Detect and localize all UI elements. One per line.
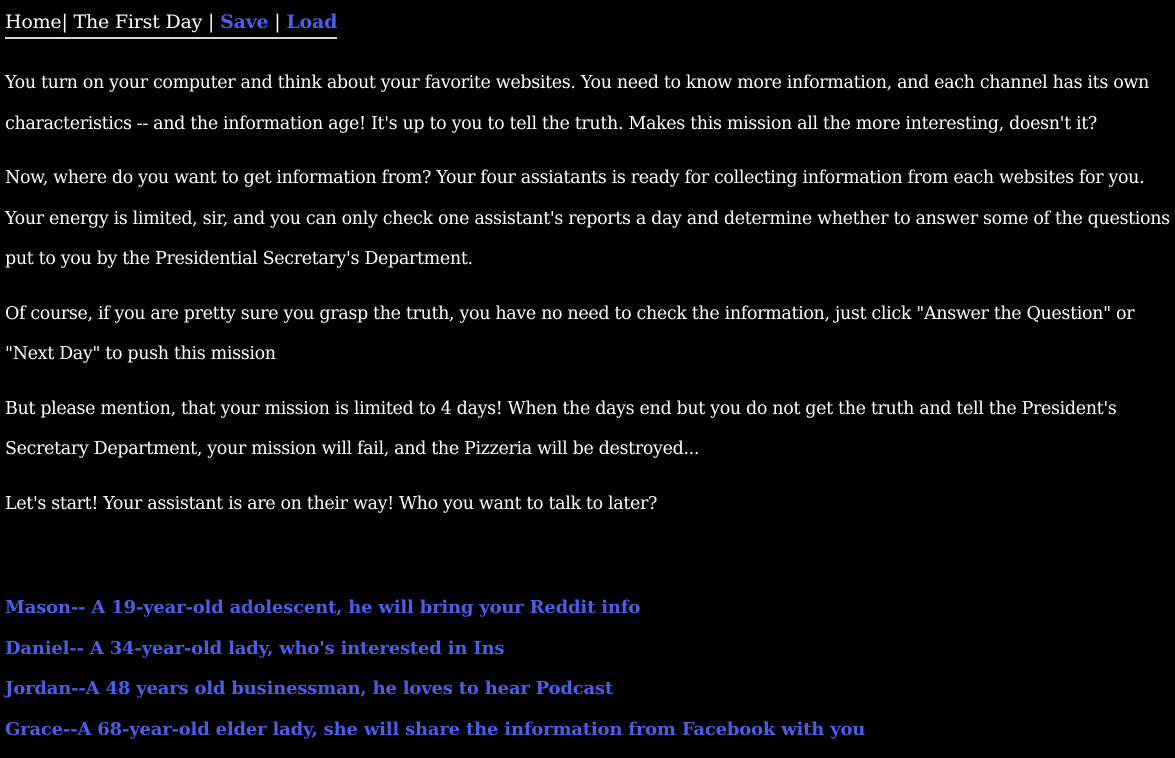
story-text [5, 63, 1170, 538]
day-title: The First Day [73, 11, 203, 33]
choice-mason-link[interactable]: Mason-- A 19-year-old adolescent, he will bring your Reddit info [5, 597, 641, 618]
header-separator: | [61, 11, 68, 33]
assistant-choices [5, 588, 865, 750]
story-paragraph: You turn on your computer and think about your favorite websites. You need to know more information, and each channel has its own characteristics -- and the information age! It's up to you to tell the truth. Makes this mission all the more interesting, doesn't it? [5, 73, 1149, 134]
story-paragraph: Let's start! Your assistant is are on their way! Who you want to talk to later? [5, 493, 658, 514]
header-bar [5, 10, 337, 39]
story-paragraph: But please mention, that your mission is limited to 4 days! When the days end but you do not get the truth and tell the President's Secretary Department, your mission will fail, and the Pizzeria will be destroyed... [5, 398, 1117, 459]
load-link[interactable]: Load [286, 11, 338, 33]
home-label: Home [5, 11, 62, 33]
header-separator: | [274, 11, 281, 33]
save-link[interactable]: Save [220, 11, 269, 33]
header-separator: | [208, 11, 215, 33]
choice-grace-link[interactable]: Grace--A 68-year-old elder lady, she will share the information from Facebook with you [5, 718, 866, 740]
story-paragraph: Of course, if you are pretty sure you grasp the truth, you have no need to check the information, just click "Answer the Question" or "Next Day" to push this mission [5, 303, 1135, 364]
choice-daniel-link[interactable]: Daniel-- A 34-year-old lady, who's interested in Ins [5, 637, 505, 659]
choice-jordan-link[interactable]: Jordan--A 48 years old businessman, he loves to hear Podcast [5, 678, 613, 699]
story-paragraph: Now, where do you want to get information from? Your four assiatants is ready for collecting information from each websites for you. Your energy is limited, sir, and you can only check one assistant's reports a day and determine whether to answer some of the questions put to you by the Presidential Secretary's Department. [5, 168, 1170, 269]
